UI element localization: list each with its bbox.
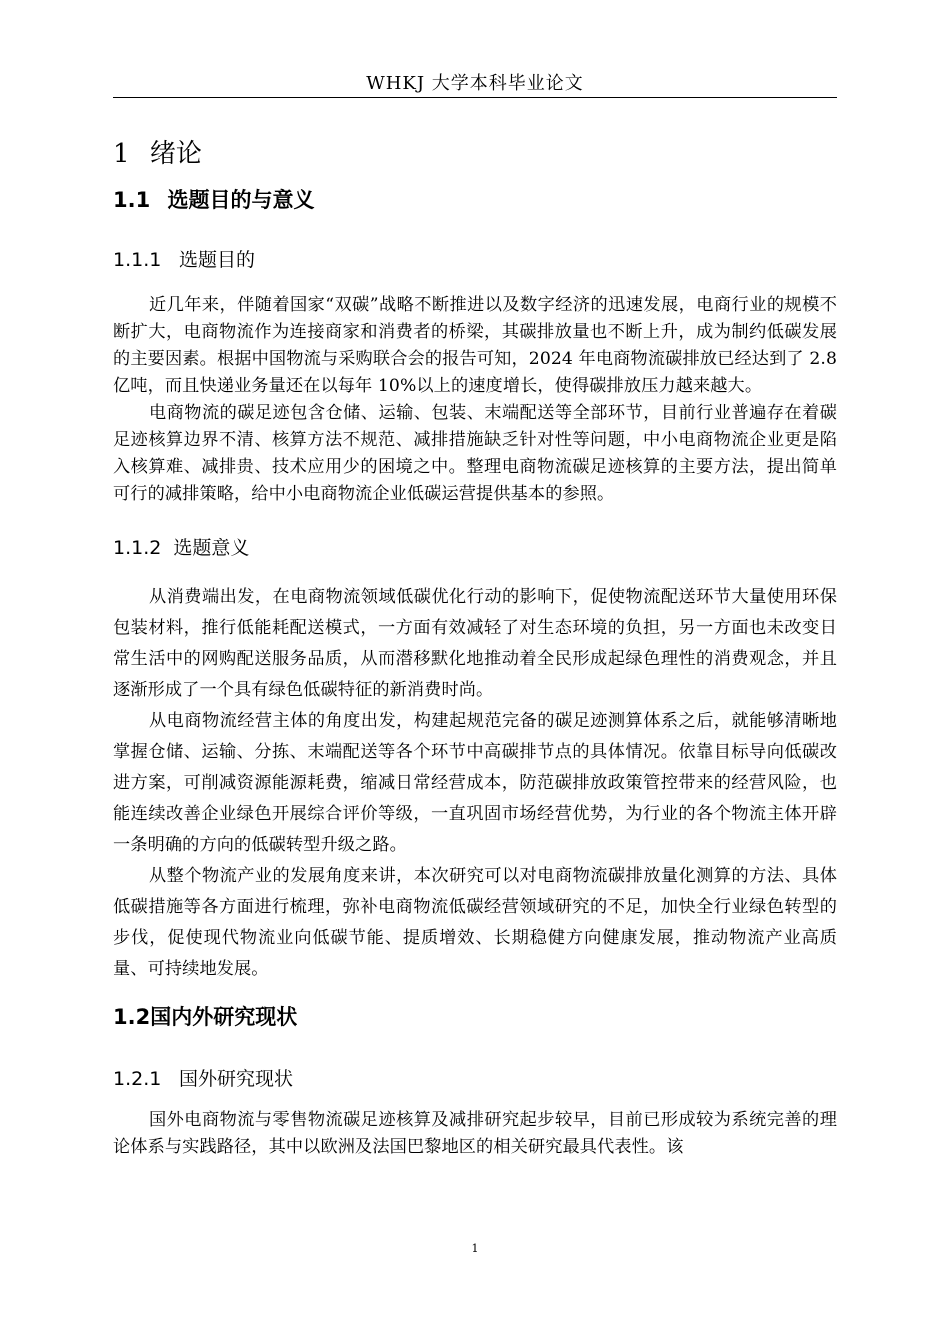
page-number: 1 <box>471 1242 479 1255</box>
paragraph: 近几年来，伴随着国家“双碳”战略不断推进以及数字经济的迅速发展，电商行业的规模不断扩大，电商物流作为连接商家和消费者的桥梁，其碳排放量也不断上升，成为制约低碳发展的主要因素。根据中国物流与采购联合会的报告可知，2024 年电商物流碳排放已经达到了 2.8 亿吨，而且快递业务量还在以每年 10%以上的速度增长，使得碳排放压力越来越大。 <box>113 295 837 396</box>
paragraph: 电商物流的碳足迹包含仓储、运输、包装、末端配送等全部环节，目前行业普遍存在着碳足迹核算边界不清、核算方法不规范、减排措施缺乏针对性等问题，中小电商物流企业更是陷入核算难、减排贵、技术应用少的困境之中。整理电商物流碳足迹核算的主要方法，提出简单可行的减排策略，给中小电商物流企业低碳运营提供基本的参照。 <box>113 403 837 504</box>
subsection-heading-1-1-2 <box>113 530 837 566</box>
subsection-title: 国外研究现状 <box>179 1068 294 1090</box>
paragraph: 国外电商物流与零售物流碳足迹核算及减排研究起步较早，目前已形成较为系统完善的理论体系与实践路径，其中以欧洲及法国巴黎地区的相关研究最具代表性。该 <box>113 1110 837 1157</box>
header-rule <box>113 97 837 98</box>
chapter-heading <box>113 130 837 178</box>
subsection-heading-1-2-1 <box>113 1061 837 1097</box>
paragraph: 从消费端出发，在电商物流领域低碳优化行动的影响下，促使物流配送环节大量使用环保包装材料，推行低能耗配送模式，一方面有效减轻了对生态环境的负担，另一方面也未改变日常生活中的网购配送服务品质，从而潜移默化地推动着全民形成起绿色理性的消费观念，并且逐渐形成了一个具有绿色低碳特征的新消费时尚。 <box>113 587 837 700</box>
section-title: 选题目的与意义 <box>167 188 315 212</box>
subsection-title: 选题意义 <box>173 537 250 559</box>
section-heading-1-1 <box>113 180 837 220</box>
section-number: 1.1 <box>113 188 151 212</box>
subsection-number: 1.2.1 <box>113 1068 162 1090</box>
subsection-heading-1-1-1 <box>113 242 837 278</box>
subsection-number: 1.1.2 <box>113 537 162 559</box>
page-header <box>113 70 837 98</box>
chapter-title: 绪论 <box>149 139 202 169</box>
section-title: 国内外研究现状 <box>150 1005 298 1029</box>
paragraph: 从整个物流产业的发展角度来讲，本次研究可以对电商物流碳排放量化测算的方法、具体低碳措施等各方面进行梳理，弥补电商物流低碳经营领域研究的不足，加快全行业绿色转型的步伐，促使现代物流业向低碳节能、提质增效、长期稳健方向健康发展，推动物流产业高质量、可持续地发展。 <box>113 866 837 979</box>
subsection-number: 1.1.1 <box>113 249 162 271</box>
subsection-title: 选题目的 <box>179 249 256 271</box>
chapter-number: 1 <box>113 139 130 169</box>
header-title: WHKJ 大学本科毕业论文 <box>366 73 584 94</box>
section-number: 1.2 <box>113 1005 151 1029</box>
document-body <box>113 130 837 1161</box>
page-footer <box>0 1242 950 1255</box>
section-heading-1-2 <box>113 997 837 1037</box>
paragraph: 从电商物流经营主体的角度出发，构建起规范完备的碳足迹测算体系之后，就能够清晰地掌握仓储、运输、分拣、末端配送等各个环节中高碳排节点的具体情况。依靠目标导向低碳改进方案，可削减资源能源耗费，缩减日常经营成本，防范碳排放政策管控带来的经营风险，也能连续改善企业绿色开展综合评价等级，一直巩固市场经营优势，为行业的各个物流主体开辟一条明确的方向的低碳转型升级之路。 <box>113 711 837 855</box>
